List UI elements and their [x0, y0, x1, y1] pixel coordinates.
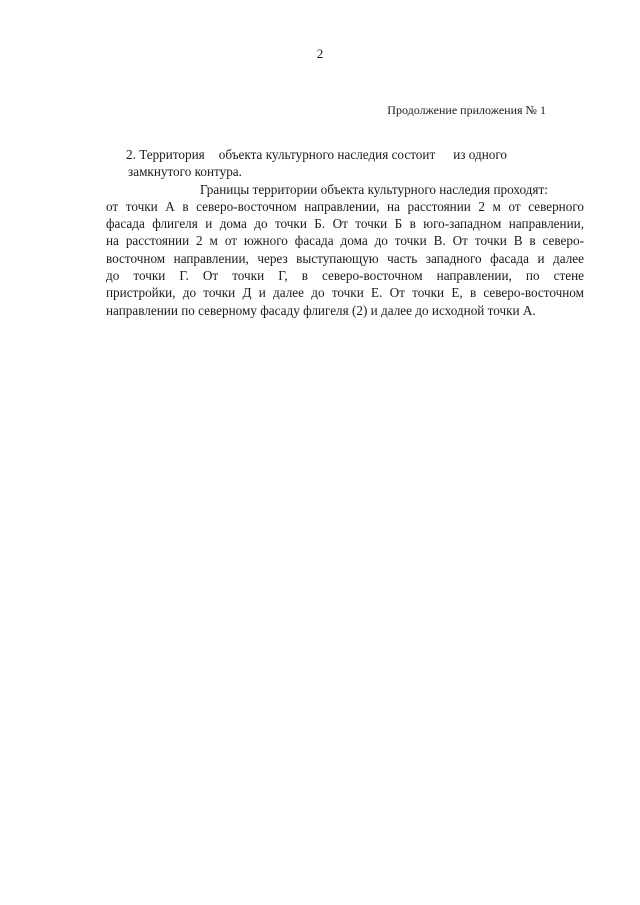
section-heading-part-2: объекта культурного наследия состоит: [218, 147, 436, 162]
page-number: 2: [316, 46, 324, 61]
section-heading-part-3: из одного: [453, 147, 508, 162]
section-heading-part-1: 2. Территория: [126, 147, 205, 162]
paragraph-line-4: на расстоянии 2 м от южного фасада дома до точки В. От точки В в северо-: [106, 233, 584, 249]
territory-section: [106, 146, 584, 319]
paragraph-line-5: восточном направлении, через выступающую часть западного фасада и далее: [106, 250, 584, 266]
paragraph-line-7: пристройки, до точки Д и далее до точки Е. От точки Е, в северо-восточном: [106, 285, 584, 301]
section-heading-line-1: [106, 146, 584, 163]
paragraph-line-2: от точки А в северо-восточном направлении, на расстоянии 2 м от северного: [106, 198, 584, 214]
paragraph-line-3: фасада флигеля и дома до точки Б. От точки Б в юго-западном направлении,: [106, 216, 584, 232]
appendix-continuation-note: Продолжение приложения № 1: [387, 103, 546, 117]
paragraph-line-6: до точки Г. От точки Г, в северо-восточном направлении, по стене: [106, 268, 584, 284]
paragraph-line-8: направлении по северному фасаду флигеля (2) и далее до исходной точки А.: [106, 302, 536, 318]
section-heading-line-2: замкнутого контура.: [128, 164, 242, 180]
paragraph-line-1: Границы территории объекта культурного наследия проходят:: [200, 181, 548, 197]
